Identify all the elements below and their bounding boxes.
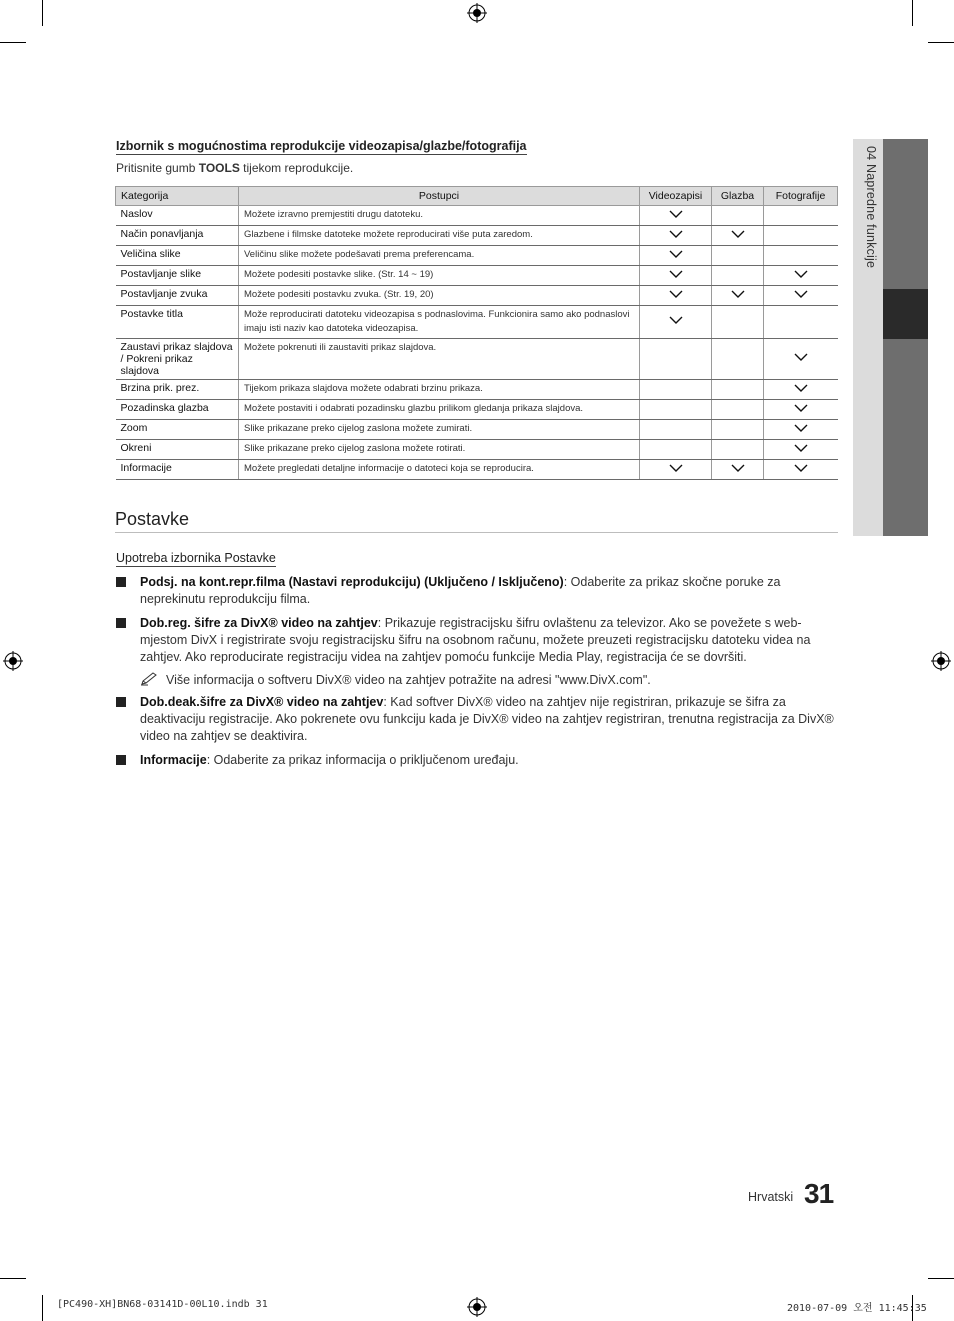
music-support-cell bbox=[712, 266, 764, 286]
divider bbox=[115, 532, 838, 533]
check-icon bbox=[794, 353, 808, 362]
item-title: Dob.reg. šifre za DivX® video na zahtjev bbox=[140, 616, 378, 630]
check-icon bbox=[669, 290, 683, 299]
photo-support-cell bbox=[764, 380, 838, 400]
table-row bbox=[116, 306, 838, 339]
table-row bbox=[116, 266, 838, 286]
sub-heading: Upotreba izbornika Postavke bbox=[116, 551, 276, 565]
bullet-square-icon bbox=[116, 755, 126, 765]
category-cell: Postavljanje slike bbox=[116, 266, 239, 286]
check-icon bbox=[794, 384, 808, 393]
music-support-cell bbox=[712, 440, 764, 460]
photo-support-cell bbox=[764, 246, 838, 266]
section-heading: Izbornik s mogućnostima reprodukcije videozapisa/glazbe/fotografija bbox=[116, 139, 527, 153]
music-support-cell bbox=[712, 286, 764, 306]
registration-target-icon bbox=[931, 651, 951, 671]
video-support-cell bbox=[640, 226, 712, 246]
description-cell: Možete izravno premjestiti drugu datoteku. bbox=[239, 206, 640, 226]
table-row bbox=[116, 440, 838, 460]
item-description: : Odaberite za prikaz skočne poruke za neprekinutu reprodukciju filma. bbox=[140, 575, 781, 606]
check-icon bbox=[794, 444, 808, 453]
check-icon bbox=[731, 230, 745, 239]
bullet-square-icon bbox=[116, 577, 126, 587]
list-item bbox=[116, 694, 836, 745]
check-icon bbox=[669, 464, 683, 473]
registration-target-icon bbox=[467, 3, 487, 23]
registration-target-icon bbox=[467, 1297, 487, 1317]
table-row bbox=[116, 226, 838, 246]
column-header: Kategorija bbox=[116, 187, 239, 206]
item-title: Podsj. na kont.repr.filma (Nastavi reprodukciju) (Uključeno / Isključeno) bbox=[140, 575, 564, 589]
description-cell: Može reproducirati datoteku videozapisa s podnaslovima. Funkcionira samo ako podnaslovi imaju isti naziv kao datoteka videozapisa. bbox=[239, 306, 640, 339]
description-cell: Slike prikazane preko cijelog zaslona možete rotirati. bbox=[239, 440, 640, 460]
column-header: Fotografije bbox=[764, 187, 838, 206]
category-cell: Zoom bbox=[116, 420, 239, 440]
table-row bbox=[116, 400, 838, 420]
category-cell: Način ponavljanja bbox=[116, 226, 239, 246]
options-table bbox=[115, 186, 838, 480]
video-support-cell bbox=[640, 246, 712, 266]
video-support-cell bbox=[640, 339, 712, 380]
category-cell: Postavljanje zvuka bbox=[116, 286, 239, 306]
crop-mark bbox=[912, 0, 913, 26]
note-text: Više informacija o softveru DivX® video na zahtjev potražite na adresi "www.DivX.com". bbox=[166, 673, 651, 687]
music-support-cell bbox=[712, 420, 764, 440]
photo-support-cell bbox=[764, 306, 838, 339]
photo-support-cell bbox=[764, 339, 838, 380]
description-cell: Tijekom prikaza slajdova možete odabrati brzinu prikaza. bbox=[239, 380, 640, 400]
table-row bbox=[116, 339, 838, 380]
crop-mark bbox=[42, 1295, 43, 1321]
table-row bbox=[116, 246, 838, 266]
table-row bbox=[116, 380, 838, 400]
print-date-info: 2010-07-09 오전 11:45:35 bbox=[787, 1303, 927, 1314]
bullet-square-icon bbox=[116, 697, 126, 707]
video-support-cell bbox=[640, 440, 712, 460]
list-item bbox=[116, 574, 836, 608]
table-row bbox=[116, 420, 838, 440]
description-cell: Glazbene i filmske datoteke možete reproducirati više puta zaredom. bbox=[239, 226, 640, 246]
category-cell: Okreni bbox=[116, 440, 239, 460]
photo-support-cell bbox=[764, 206, 838, 226]
note-pencil-icon bbox=[140, 672, 158, 686]
check-icon bbox=[794, 404, 808, 413]
description-cell: Možete podesiti postavke slike. (Str. 14 ~ 19) bbox=[239, 266, 640, 286]
video-support-cell bbox=[640, 266, 712, 286]
video-support-cell bbox=[640, 380, 712, 400]
video-support-cell bbox=[640, 400, 712, 420]
note bbox=[140, 672, 836, 689]
chapter-tab-label: 04 Napredne funkcije bbox=[864, 146, 878, 269]
item-description: : Kad softver DivX® video na zahtjev nije registriran, prikazuje se šifra za deaktivaciju registracije. Ako pokrenete ovu funkciju kada je DivX® video na zahtjev registriran, trenutna registracija za DivX® video na zahtjev se deaktivira. bbox=[140, 695, 834, 743]
photo-support-cell bbox=[764, 400, 838, 420]
check-icon bbox=[794, 424, 808, 433]
crop-mark bbox=[42, 0, 43, 26]
category-cell: Brzina prik. prez. bbox=[116, 380, 239, 400]
table-row bbox=[116, 460, 838, 480]
page-number: 31 bbox=[804, 1178, 834, 1209]
check-icon bbox=[669, 316, 683, 325]
check-icon bbox=[794, 290, 808, 299]
crop-mark bbox=[0, 1278, 26, 1279]
category-cell: Zaustavi prikaz slajdova / Pokreni prikaz slajdova bbox=[116, 339, 239, 380]
video-support-cell bbox=[640, 420, 712, 440]
list-item bbox=[116, 752, 836, 769]
music-support-cell bbox=[712, 226, 764, 246]
category-cell: Informacije bbox=[116, 460, 239, 480]
page-section-title: Postavke bbox=[115, 509, 190, 529]
description-cell: Možete pokrenuti ili zaustaviti prikaz slajdova. bbox=[239, 339, 640, 380]
music-support-cell bbox=[712, 380, 764, 400]
video-support-cell bbox=[640, 206, 712, 226]
tools-button-name: TOOLS bbox=[198, 161, 240, 175]
category-cell: Pozadinska glazba bbox=[116, 400, 239, 420]
description-cell: Veličinu slike možete podešavati prema preferencama. bbox=[239, 246, 640, 266]
crop-mark bbox=[928, 1278, 954, 1279]
video-support-cell bbox=[640, 306, 712, 339]
check-icon bbox=[669, 210, 683, 219]
description-cell: Slike prikazane preko cijelog zaslona možete zumirati. bbox=[239, 420, 640, 440]
crop-mark bbox=[0, 42, 26, 43]
photo-support-cell bbox=[764, 420, 838, 440]
table-row bbox=[116, 286, 838, 306]
check-icon bbox=[669, 230, 683, 239]
item-title: Dob.deak.šifre za DivX® video na zahtjev bbox=[140, 695, 384, 709]
check-icon bbox=[731, 290, 745, 299]
check-icon bbox=[794, 270, 808, 279]
music-support-cell bbox=[712, 246, 764, 266]
item-title: Informacije bbox=[140, 753, 207, 767]
photo-support-cell bbox=[764, 460, 838, 480]
category-cell: Postavke titla bbox=[116, 306, 239, 339]
check-icon bbox=[669, 270, 683, 279]
item-description: : Prikazuje registracijsku šifru ovlaštenu za televizor. Ako se povežete s web-mjestom DivX i registrirate svoju registracijsku šifru na osobnom računu, možete preuzeti registracijsku datoteku videa na zahtjev. Ako reproducirate registraciju videa na zahtjev pomoću funkcije Media Play, registracija će se dovršiti. bbox=[140, 616, 811, 664]
photo-support-cell bbox=[764, 440, 838, 460]
photo-support-cell bbox=[764, 266, 838, 286]
chapter-tab-active-marker bbox=[883, 289, 928, 339]
print-file-info: [PC490-XH]BN68-03141D-00L10.indb 31 bbox=[57, 1299, 268, 1310]
description-cell: Možete postaviti i odabrati pozadinsku glazbu prilikom gledanja prikaza slajdova. bbox=[239, 400, 640, 420]
video-support-cell bbox=[640, 286, 712, 306]
music-support-cell bbox=[712, 206, 764, 226]
music-support-cell bbox=[712, 400, 764, 420]
registration-target-icon bbox=[3, 651, 23, 671]
category-cell: Naslov bbox=[116, 206, 239, 226]
chapter-tab-segment bbox=[883, 339, 928, 536]
video-support-cell bbox=[640, 460, 712, 480]
column-header: Videozapisi bbox=[640, 187, 712, 206]
table-row bbox=[116, 206, 838, 226]
check-icon bbox=[731, 464, 745, 473]
photo-support-cell bbox=[764, 226, 838, 246]
check-icon bbox=[794, 464, 808, 473]
check-icon bbox=[669, 250, 683, 259]
intro-text: Pritisnite gumb TOOLS tijekom reprodukcije. bbox=[116, 161, 354, 175]
table-header-row bbox=[116, 187, 838, 206]
crop-mark bbox=[928, 42, 954, 43]
list-item bbox=[116, 615, 836, 689]
column-header: Glazba bbox=[712, 187, 764, 206]
description-cell: Možete podesiti postavku zvuka. (Str. 19, 20) bbox=[239, 286, 640, 306]
music-support-cell bbox=[712, 306, 764, 339]
photo-support-cell bbox=[764, 286, 838, 306]
music-support-cell bbox=[712, 460, 764, 480]
chapter-tab-segment bbox=[883, 139, 928, 289]
item-description: : Odaberite za prikaz informacija o priključenom uređaju. bbox=[206, 753, 519, 767]
music-support-cell bbox=[712, 339, 764, 380]
description-cell: Možete pregledati detaljne informacije o datoteci koja se reproducira. bbox=[239, 460, 640, 480]
footer-language: Hrvatski bbox=[748, 1190, 794, 1204]
column-header: Postupci bbox=[239, 187, 640, 206]
category-cell: Veličina slike bbox=[116, 246, 239, 266]
bullet-square-icon bbox=[116, 618, 126, 628]
